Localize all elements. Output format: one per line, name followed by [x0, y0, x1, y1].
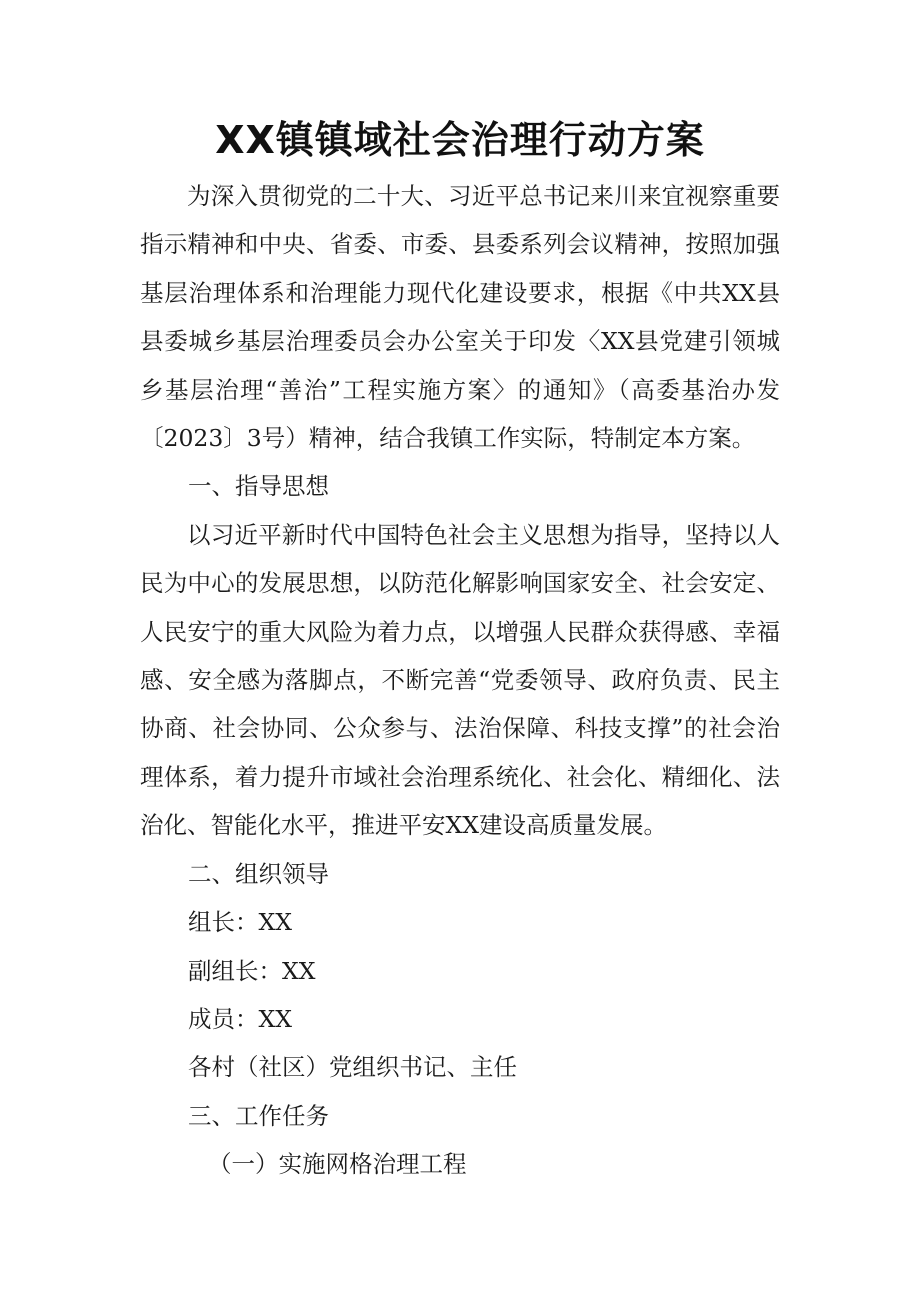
- guiding-ideology-paragraph: 以习近平新时代中国特色社会主义思想为指导，坚持以人民为中心的发展思想，以防范化解影响国家安全、社会安定、人民安宁的重大风险为着力点，以增强人民群众获得感、幸福感、安全感为落脚点，不断完善“党委领导、政府负责、民主协商、社会协同、公众参与、法治保障、科技支撑”的社会治理体系，着力提升市域社会治理系统化、社会化、精细化、法治化、智能化水平，推进平安XX建设高质量发展。: [140, 520, 780, 840]
- section-heading-guiding-ideology: 一、指导思想: [188, 472, 329, 501]
- group-leader: 组长：XX: [188, 908, 292, 937]
- document-title: XX镇镇域社会治理行动方案: [215, 118, 705, 162]
- subsection-heading-grid-governance: （一）实施网格治理工程: [208, 1150, 467, 1179]
- group-members-extra: 各村（社区）党组织书记、主任: [188, 1053, 517, 1082]
- document-body: [140, 172, 780, 1189]
- section-heading-organization: 二、组织领导: [188, 859, 329, 888]
- intro-paragraph: 为深入贯彻党的二十大、习近平总书记来川来宜视察重要指示精神和中央、省委、市委、县委系列会议精神，按照加强基层治理体系和治理能力现代化建设要求，根据《中共XX县县委城乡基层治理委员会办公室关于印发〈XX县党建引领城乡基层治理“善治”工程实施方案〉的通知》（高委基治办发〔2023〕3号）精神，结合我镇工作实际，特制定本方案。: [140, 182, 780, 453]
- deputy-group-leader: 副组长：XX: [188, 956, 316, 985]
- group-members: 成员：XX: [188, 1004, 292, 1033]
- section-heading-tasks: 三、工作任务: [188, 1101, 329, 1130]
